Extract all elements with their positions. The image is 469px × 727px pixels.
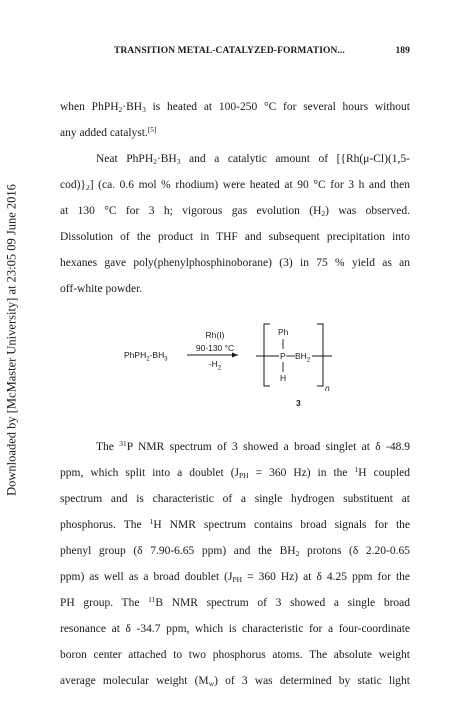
text-line: at 130 °C for 3 h; vigorous gas evolution $(H_2)$ was observed.: [60, 205, 410, 218]
text-line: any added catalyst.[5]: [60, 125, 157, 139]
text-line: The $^{31}$P NMR spectrum of 3 showed a broad singlet at δ -48.9: [96, 439, 410, 453]
citation-5: [5]: [147, 125, 157, 134]
repeat-unit-n: n: [325, 383, 330, 393]
text-line: Dissolution of the product in THF and subsequent precipitation into: [60, 231, 410, 243]
text-line: boron center attached to two phosphorus atoms. The absolute weight: [60, 649, 410, 661]
byproduct-label: $-H_2$: [208, 359, 222, 372]
scheme-drawing: [60, 318, 410, 418]
running-header: [60, 46, 410, 60]
paragraph-1: [60, 94, 410, 146]
running-title: TRANSITION METAL-CATALYZED-FORMATION...: [114, 46, 345, 56]
phosphorus-atom: P: [280, 351, 286, 361]
text-line: when $PhPH_2\cdot BH_3$ is heated at 100-250 °C for several hours without: [60, 101, 410, 114]
text-line: phosphorus. The $^1$H NMR spectrum contains broad signals for the: [60, 517, 411, 531]
text-line: resonance at δ -34.7 ppm, which is characteristic for a four-coordinate: [60, 623, 410, 635]
phenyl-substituent: Ph: [278, 327, 289, 337]
arrow-head: [232, 353, 238, 358]
catalyst-label: Rh(I): [205, 330, 225, 340]
text-line: ppm) as well as a broad doublet ($J_{PH} = 360$ Hz) at δ 4.25 ppm for the: [60, 571, 410, 584]
text-line: hexanes gave poly(phenylphosphinoborane) (3) in 75 % yield as an: [60, 257, 410, 269]
download-notice: Downloaded by [McMaster University] at 23:05 09 June 2016: [4, 184, 19, 496]
text-line: PH group. The $^{11}$B NMR spectrum of 3 showed a single broad: [60, 595, 410, 609]
reactant-formula: $PhPH_2-BH_3$: [124, 350, 168, 363]
text-line: average molecular weight $(M_w)$ of 3 was determined by static light: [60, 675, 410, 688]
compound-number: 3: [296, 398, 301, 408]
page-number: 189: [395, 46, 410, 56]
left-bracket: [264, 324, 270, 386]
paragraph-3: [60, 434, 410, 694]
reaction-scheme: [60, 318, 410, 418]
boron-group: $BH_2$: [295, 351, 311, 364]
right-bracket: [317, 324, 323, 386]
download-watermark: [2, 40, 22, 640]
temperature-label: 90-130 °C: [195, 343, 235, 353]
text-line: off-white powder.: [60, 283, 143, 295]
text-line: $cod)\}_2$] (ca. 0.6 mol % rhodium) were heated at 90 °C for 3 h and then: [60, 179, 410, 192]
paragraph-2: [60, 146, 410, 302]
text-line: spectrum and is characteristic of a single hydrogen substituent at: [60, 493, 410, 505]
text-line: Neat $PhPH_2\cdot BH_3$ and a catalytic amount of [{Rh(μ-Cl)(1,5-: [96, 153, 410, 166]
text-line: phenyl group (δ 7.90-6.65 ppm) and the $BH_2$ protons (δ 2.20-0.65: [60, 545, 410, 558]
hydrogen-substituent: H: [280, 373, 287, 383]
text-line: ppm, which split into a doublet ($J_{PH} = 360$ Hz) in the $^1$H coupled: [60, 465, 411, 480]
